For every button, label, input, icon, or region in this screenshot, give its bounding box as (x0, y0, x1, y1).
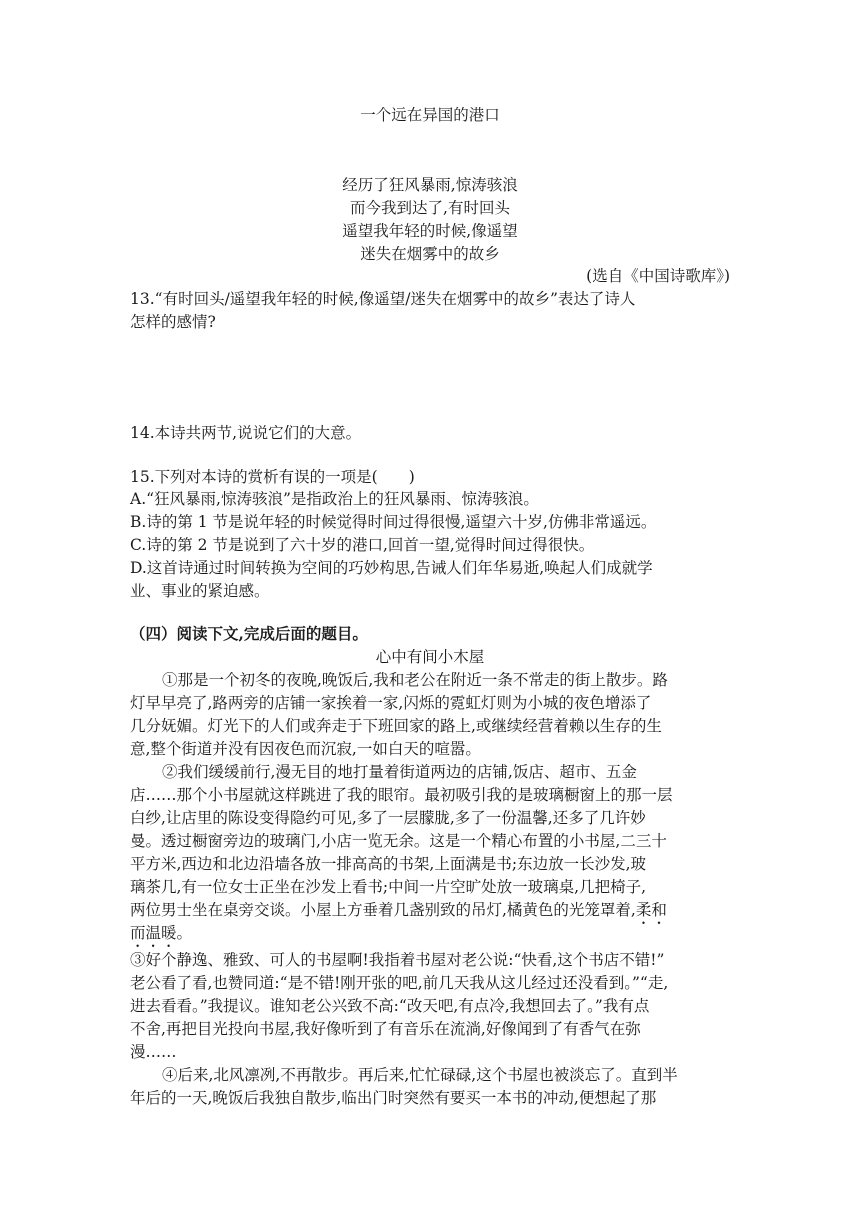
paragraph-2-end: 。 (176, 924, 193, 942)
paragraph-2-line: ②我们缓缓前行,漫无目的地打量着街道两边的店铺,饭店、超市、五金 (162, 763, 637, 781)
paragraph-2-line-with-emphasis (130, 898, 667, 928)
paragraph-4-line: 年后的一天,晚饭后我独自散步,临出门时突然有要买一本书的冲动,便想起了那 (130, 1089, 657, 1107)
article-title: 心中有间小木屋 (375, 648, 485, 666)
paragraph-2-line: 曼。透过橱窗旁边的玻璃门,小店一览无余。这是一个精心布置的小书屋,二三十 (130, 832, 667, 850)
option-d-cont: 业、事业的紧迫感。 (130, 582, 270, 600)
paragraph-2-line-with-emphasis (130, 921, 192, 951)
poem-line: 迷失在烟雾中的故乡 (360, 245, 500, 263)
emphasized-word: 而温暖 (130, 924, 177, 942)
poem-line: 而今我到达了,有时回头 (350, 199, 510, 217)
paragraph-2-line: 璃茶几,有一位女士正坐在沙发上看书;中间一片空旷处放一玻璃桌,几把椅子, (130, 878, 647, 896)
paragraph-3-line: 老公看了看,也赞同道:“是不错!刚开张的吧,前几天我从这儿经过还没看到。”“走, (130, 974, 669, 992)
question-13-cont: 怎样的感情? (130, 313, 216, 331)
poem-line: 遥望我年轻的时候,像遥望 (342, 222, 518, 240)
emphasized-word: 柔和 (635, 901, 667, 919)
paragraph-2-line: 平方米,西边和北边沿墙各放一排高高的书架,上面满是书;东边放一长沙发,玻 (130, 855, 647, 873)
paragraph-1-line: ①那是一个初冬的夜晚,晚饭后,我和老公在附近一条不常走的街上散步。路 (162, 671, 668, 689)
question-15: 15.下列对本诗的赏析有误的一项是( ) (130, 468, 415, 486)
poem-line: 经历了狂风暴雨,惊涛骇浪 (342, 176, 518, 194)
option-a: A.“狂风暴雨,惊涛骇浪”是指政治上的狂风暴雨、惊涛骇浪。 (130, 490, 539, 508)
paragraph-2-line: 店……那个小书屋就这样跳进了我的眼帘。最初吸引我的是玻璃橱窗上的那一层 (130, 786, 673, 804)
poem-closing-line: 一个远在异国的港口 (360, 106, 500, 124)
paragraph-2-line: 白纱,让店里的陈设变得隐约可见,多了一层朦胧,多了一份温馨,还多了几许妙 (130, 809, 646, 827)
section-heading: （四）阅读下文,完成后面的题目。 (130, 624, 368, 643)
paragraph-3-line: ③好个静逸、雅致、可人的书屋啊!我指着书屋对老公说:“快看,这个书店不错!” (130, 951, 665, 969)
question-13: 13.“有时回头/遥望我年轻的时候,像遥望/迷失在烟雾中的故乡”表达了诗人 (130, 290, 636, 308)
option-b: B.诗的第 1 节是说年轻的时候觉得时间过得很慢,遥望六十岁,仿佛非常遥远。 (130, 513, 657, 531)
option-c: C.诗的第 2 节是说到了六十岁的港口,回首一望,觉得时间过得很快。 (130, 536, 595, 554)
paragraph-1-line: 灯早早亮了,路两旁的店铺一家挨着一家,闪烁的霓虹灯则为小城的夜色增添了 (130, 694, 652, 712)
paragraph-2-text: 两位男士坐在桌旁交谈。小屋上方垂着几盏别致的吊灯,橘黄色的光笼罩着, (130, 901, 636, 919)
paragraph-3-line: 漫…… (130, 1043, 177, 1061)
option-d: D.这首诗通过时间转换为空间的巧妙构思,告诫人们年华易逝,唤起人们成就学 (130, 559, 653, 577)
poem-source: (选自《中国诗歌库》) (586, 267, 730, 285)
paragraph-1-line: 意,整个街道并没有因夜色而沉寂,一如白天的喧嚣。 (130, 740, 481, 758)
paragraph-3-line: 不舍,再把目光投向书屋,我好像听到了有音乐在流淌,好像闻到了有香气在弥 (130, 1020, 641, 1038)
paragraph-4-line: ④后来,北风凛冽,不再散步。再后来,忙忙碌碌,这个书屋也被淡忘了。直到半 (162, 1066, 678, 1084)
question-14: 14.本诗共两节,说说它们的大意。 (130, 424, 362, 442)
paragraph-1-line: 几分妩媚。灯光下的人们或奔走于下班回家的路上,或继续经营着赖以生存的生 (130, 717, 662, 735)
paragraph-3-line: 进去看看。”我提议。谁知老公兴致不高:“改天吧,有点冷,我想回去了。”我有点 (130, 997, 650, 1015)
